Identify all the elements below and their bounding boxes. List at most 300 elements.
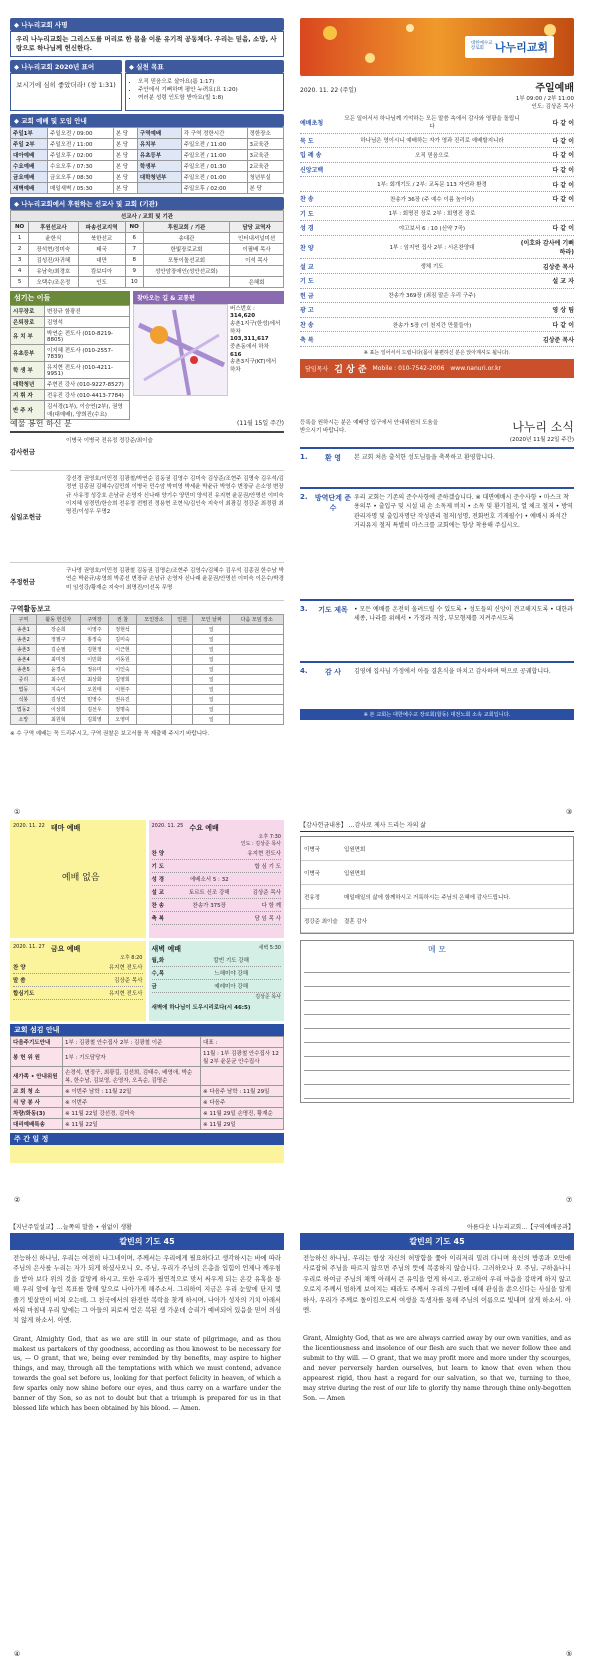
page-1-bulletin-info <box>10 18 284 418</box>
district-cell: 오원태 <box>80 685 108 695</box>
district-row <box>11 685 284 695</box>
thanks-header: 【감사헌금내용】 …감사로 제사 드리는 자의 삶 <box>300 820 574 832</box>
missions-cell: 6 <box>125 232 143 243</box>
missions-col-header: 담당 교역자 <box>230 221 284 232</box>
order-item: 기 도 <box>300 278 314 286</box>
wednesday-title: 수요 예배 <box>189 824 219 832</box>
district-cell <box>230 655 284 665</box>
schedule-cell: 본 당 <box>113 160 137 171</box>
district-col-header: 모인장소 <box>137 615 172 625</box>
staff-cell: 반 주 자 <box>11 400 45 419</box>
sunday-no-service: 예배 없음 <box>61 873 100 883</box>
staff-cell: 유 치 부 <box>11 327 45 344</box>
staff-row <box>11 378 130 389</box>
missions-cell: 4 <box>11 265 29 276</box>
wednesday-cell: 에베소서 5 : 32 <box>189 877 229 883</box>
order-person: 김상준 목사 <box>542 263 574 271</box>
dawn-verse: 새벽에 하나님이 도우시리로다(시 46:5) <box>151 1005 251 1011</box>
service-guide-row <box>11 1108 284 1119</box>
order-row <box>300 112 574 134</box>
schedule-cell: 매일새벽 / 05:30 <box>48 182 114 193</box>
district-cell: 김선우 <box>80 705 108 715</box>
district-cell: 권유진 <box>108 695 136 705</box>
staff-cell: 변장규 함광진 <box>45 305 130 316</box>
district-row <box>11 695 284 705</box>
district-row <box>11 665 284 675</box>
pastor-mobile: Mobile : 010-7542-2006 <box>372 364 445 372</box>
memo-line[interactable] <box>304 1029 570 1043</box>
thanks-row <box>301 861 573 885</box>
service-guide-row <box>11 1086 284 1097</box>
motto-header: ◆ 나누리교회 2020년 표어 <box>10 60 122 73</box>
district-col-header: 모인 날짜 <box>193 615 230 625</box>
missions-col-header: NO <box>125 221 143 232</box>
order-content: 찬송가 36장 (주 예수 이름 높이어) <box>390 196 474 203</box>
district-row <box>11 655 284 665</box>
district-col-header: 권 찰 <box>108 615 136 625</box>
service-guide-row <box>11 1067 284 1086</box>
staff-cell: 시무장로 <box>11 305 45 316</box>
offering-list <box>10 433 284 601</box>
district-cell: 중리 <box>11 675 37 685</box>
memo-line[interactable] <box>304 1085 570 1099</box>
district-cell: 정유미 <box>80 665 108 675</box>
order-item: 찬 송 <box>300 196 314 204</box>
denomination-footer: ※ 본 교회는 대한예수교 장로회(합동) 대전노회 소속 교회입니다. <box>300 709 574 720</box>
offering-names: 강선경 권영호/이민정 김광철/박연순 김동권 김영수 김미숙 김상준/조현주 김명숙 김우석/김정연 김종권 김혜수/김민희 이병국 민수암 박미영 박세윤 박윤규 박영수 변장규 손소영 변장규 사유정 성강호 손남규 손영자 신나래 양기수 양민미 양석진 유지현 윤문권/안명선 이미숙 이지혜 임경민/한승희 전유정 전범진 정용현 조현식/김인숙 지숙이 최광길 정강준 최경림 최명진/이성우 무명2 <box>66 476 284 515</box>
order-person: 영 상 팀 <box>552 307 574 315</box>
dawn-time: 새벽 5:30 <box>258 945 281 951</box>
service-guide-cell: ※ 다음주 남학 : 11월 29일 <box>201 1086 284 1097</box>
motto-text: 보시기에 심히 좋았더라! (창 1:31) <box>10 73 122 111</box>
district-cell <box>230 715 284 725</box>
offering-type: 주정헌금 <box>10 578 36 586</box>
service-guide-cell: 교 회 청 소 <box>11 1086 63 1097</box>
page-number: ④ <box>14 1650 21 1658</box>
pastor-label: 담임목사 <box>305 365 329 373</box>
district-cell: 지숙이 <box>36 685 80 695</box>
staff-cell: 이지혜 전도사 (010-2557-7839) <box>45 344 130 361</box>
service-guide-cell: 새가족 • 안내위원 <box>11 1067 63 1086</box>
bus-numbers: 616 <box>230 351 242 358</box>
offering-title: 예물 봉헌 하신 분 <box>10 419 72 428</box>
friday-cell <box>43 963 99 971</box>
lesson-sub: 아름다운 나누리교회… <box>467 1224 528 1231</box>
schedule-cell: 본 당 <box>113 182 137 193</box>
order-content: 1부 : 임지연 집사 2부 : 시온찬양대 <box>389 245 475 252</box>
thanks-reason: 매일매일의 삶에 함께하시고 거룩하시는 주님의 은혜에 감사드립니다. <box>344 894 511 901</box>
lesson-korean: 전능하신 하나님, 우리는 항상 자신의 허망함을 쫓아 이리저리 밀려 다니며 육신의 방종과 오만에 사로잡혀 주님을 따르지 않으면 주님의 뜻에 복종하지 않습니다. 그러하오나 오 주님, 구하옵나니 우리로 하여금 주님의 채찍 아래서 큰 유익을 얻게 하시고, 완고하여 우리 마음을 강팍케 하지 않고 오로지 주께서 엄하게 보여지는 때라도 주께서 우리의 구원에 대해 관심을 쏟으신다는 사실을 알게 하사, 우리가 주께로 돌이킴으로써 여생을 독생자를 통해 주님의 이름으로 빛내며 살게 하소서. 아멘. <box>303 1255 571 1314</box>
order-content: 생체 기도 <box>420 264 444 271</box>
service-guide-cell: ※ 11월 29일 손명진, 황재순 <box>201 1108 284 1119</box>
district-cell <box>137 715 172 725</box>
order-content: 1부 : 회명진 장로 2부 : 회명진 장로 <box>388 211 476 218</box>
wednesday-cell: 토르트 신조 강해 <box>188 890 230 896</box>
district-cell <box>230 675 284 685</box>
service-guide-cell: 1부 : 기도담당자 <box>63 1048 201 1067</box>
thanks-reason: 입원면회 <box>344 846 366 853</box>
page-number: ① <box>14 808 21 816</box>
news-number: 4. <box>300 667 308 675</box>
dawn-box <box>149 941 285 1021</box>
missions-row <box>11 254 284 265</box>
service-guide-cell: 1부 : 김광철 안수집사 2부 : 김광철 이준 <box>63 1037 201 1048</box>
memo-line[interactable] <box>304 1043 570 1057</box>
service-guide-cell: ※ 11월 22일 강선경, 김미숙 <box>63 1108 201 1119</box>
district-cell: 일 <box>193 715 230 725</box>
district-cell: 윤경숙 <box>36 665 80 675</box>
district-cell: 최수민 <box>36 675 80 685</box>
district-cell: 법동2 <box>11 705 37 715</box>
thanks-reason: 입원면회 <box>344 870 366 877</box>
district-row <box>11 625 284 635</box>
lesson-label: 【구역예배공과】 <box>527 1224 574 1231</box>
church-prefix: 대한예수교 장로회 <box>470 41 493 51</box>
memo-line[interactable] <box>304 1057 570 1071</box>
district-cell <box>230 645 284 655</box>
dawn-cell: 느헤미야 강해 <box>214 971 249 977</box>
district-cell: 김미숙 <box>108 635 136 645</box>
wednesday-leader: 인도 : 김상준 목사 <box>240 841 281 847</box>
church-website[interactable]: www.nanuri.or.kr <box>450 364 502 372</box>
service-guide-cell: 11월 : 1부 김광철 안수집사 12월 2부 윤문균 안수집사 <box>201 1048 284 1067</box>
friday-cell: 말 씀 <box>13 978 26 984</box>
dawn-row <box>152 954 282 967</box>
dawn-cell: 월,화 <box>151 958 165 964</box>
schedule-cell: 유초등부 <box>137 149 181 160</box>
order-row <box>300 163 574 178</box>
order-person: 다 같 이 <box>552 225 574 233</box>
district-cell <box>137 665 172 675</box>
missions-cell: 오택수/조은정 <box>29 276 78 287</box>
offering-row <box>10 471 284 563</box>
news-item <box>300 599 574 661</box>
order-row <box>300 274 574 289</box>
order-row <box>300 332 574 347</box>
schedule-cell: 대아예배 <box>11 149 48 160</box>
order-person: 다 같 이 <box>552 119 574 127</box>
order-row <box>300 177 574 192</box>
order-row <box>300 303 574 318</box>
practice-item: • 오직 믿음으로 살아요(롬 1:17) <box>138 77 280 85</box>
wednesday-cell: 담 임 목 사 <box>254 916 281 922</box>
wednesday-cell: 찬 양 <box>151 851 165 857</box>
schedule-cell: 대학청년부 <box>137 171 181 182</box>
memo-line[interactable] <box>304 987 570 1001</box>
practice-item: • 주안에서 기뻐하며 평안 누려요(요 1:20) <box>138 85 280 93</box>
memo-line[interactable] <box>304 973 570 987</box>
friday-cell: 찬 양 <box>13 965 26 971</box>
order-item: 예배초청 <box>300 119 324 127</box>
friday-cell: 김상준 목사 <box>114 978 143 984</box>
friday-cell: 유지현 전도사 <box>108 965 143 971</box>
order-content: 모든 일어서서 하나님께 기억하는 모든 말씀 속에서 감사와 영광을 돌립니다 <box>344 116 520 131</box>
church-map <box>133 304 228 396</box>
bus-info <box>228 304 284 396</box>
service-guide-cell: 다음주기도안내 <box>11 1037 63 1048</box>
page-5-weekly-services <box>10 820 284 1182</box>
service-guide-table <box>10 1036 284 1130</box>
schedule-row <box>11 138 284 149</box>
service-guide-cell: 봉 헌 위 원 <box>11 1048 63 1067</box>
thanks-name: 정강준 최이슬 <box>304 918 338 925</box>
service-guide-cell: ※ 다음주 <box>201 1097 284 1108</box>
district-cell <box>137 635 172 645</box>
district-cell: 법동 <box>11 685 37 695</box>
missions-cell: 모퉁이돌선교회 <box>143 254 229 265</box>
schedule-cell: 주일오전 / 01:30 <box>181 160 247 171</box>
schedule-row <box>11 149 284 160</box>
district-cell <box>230 695 284 705</box>
service-guide-cell: ※ 11월 29일 <box>201 1119 284 1130</box>
schedule-cell: 본 당 <box>113 138 137 149</box>
district-row <box>11 645 284 655</box>
district-cell: 송촌3 <box>11 645 37 655</box>
church-banner <box>300 18 574 76</box>
news-number: 1. <box>300 453 308 461</box>
order-item: 성 경 <box>300 225 314 233</box>
staff-row <box>11 305 130 316</box>
wednesday-row <box>152 912 282 925</box>
missions-cell <box>230 265 284 276</box>
supported-missions-header: ◆ 나누리교회에서 후원하는 선교사 및 교회 (기관) <box>10 197 284 210</box>
service-title: 주일예배 <box>535 83 574 94</box>
order-person: 다 같 이 <box>552 137 574 145</box>
district-cell: 김현정 <box>80 645 108 655</box>
district-cell <box>172 635 193 645</box>
district-cell: 일 <box>193 675 230 685</box>
memo-line[interactable] <box>304 1071 570 1085</box>
schedule-row <box>11 182 284 193</box>
thanks-reason: 결혼 감사 <box>344 918 368 925</box>
dawn-cell: 예레미아 강해 <box>214 984 249 990</box>
schedule-cell: 주일오전 / 01:00 <box>181 171 247 182</box>
memo-line[interactable] <box>304 1015 570 1029</box>
district-head-row <box>11 615 284 625</box>
thanks-name: 이병국 <box>304 846 320 853</box>
service-guide-cell: ※ 이번주 <box>63 1097 201 1108</box>
district-cell <box>172 645 193 655</box>
service-leader: 인도: 김상준 목사 <box>531 104 574 110</box>
order-item: 축 복 <box>300 336 314 344</box>
missions-cell: 북한선교 <box>78 232 125 243</box>
district-cell: 송촌4 <box>11 655 37 665</box>
missions-row <box>11 243 284 254</box>
order-item: 설 교 <box>300 263 314 271</box>
schedule-cell: 수요오후 / 07:30 <box>48 160 114 171</box>
friday-title: 금요 예배 <box>50 945 81 953</box>
missions-cell: 이필배 목사 <box>230 243 284 254</box>
offering-names: 이병국 이병국 전유정 정강준/최이슬 <box>66 438 153 444</box>
service-times: 1부 09:00 / 2부 11:00 <box>515 96 574 102</box>
order-item: 광 고 <box>300 307 314 315</box>
order-content: 1부: 회개기도 / 2부: 교독문 113 자연과 환경 <box>377 182 487 189</box>
friday-row <box>13 974 143 987</box>
district-cell: 소망 <box>11 715 37 725</box>
missions-row <box>11 265 284 276</box>
offering-row <box>10 433 284 471</box>
news-body: • 모든 예배를 온전히 올려드릴 수 있도록 • 성도들의 신앙이 견고해지도록 • 대한과 세종, 나라를 위해서 • 가정과 직장, 부모형제를 지켜주시도록 <box>354 606 573 623</box>
friday-row <box>13 961 143 974</box>
missions-cell: 유남숙/최경호 <box>29 265 78 276</box>
missions-cell: 송대관 <box>143 232 229 243</box>
schedule-cell: 주일 2부 <box>11 138 48 149</box>
news-title: 나누리 소식 <box>512 420 574 434</box>
weekly-schedule-box <box>10 1145 284 1163</box>
news-item <box>300 661 574 705</box>
district-cell: 송촌5 <box>11 665 37 675</box>
district-col-header: 다음 모임 장소 <box>230 615 284 625</box>
missions-cell: 인터내셔널미션 <box>230 232 284 243</box>
district-cell: 일 <box>193 695 230 705</box>
order-row <box>300 289 574 304</box>
staff-title: 섬기는 이들 <box>10 291 130 305</box>
order-row <box>300 236 574 260</box>
wednesday-cell: 기 도 <box>151 864 165 870</box>
bus-label: 버스번호 : <box>230 305 255 312</box>
page-number: ③ <box>566 808 573 816</box>
wednesday-date: 2020. 11. 25 <box>151 823 184 829</box>
wednesday-cell: 찬 송 <box>151 903 165 909</box>
page-number: ⑦ <box>566 1196 573 1204</box>
thanks-name: 이병국 <box>304 870 320 877</box>
order-item: 기 도 <box>300 210 314 218</box>
district-cell: 김희영 <box>80 715 108 725</box>
service-guide-cell: 손경석, 변정구, 최광길, 김선희, 김태수, 배영애, 박순복, 한수남, 김보영, 손영자, 오옥순, 김명순 <box>63 1067 201 1086</box>
bus-stop: 송촌3지구(KT)에서 하차 <box>230 359 277 374</box>
registration-note: 등록을 원하시는 분은 예배당 입구에서 안내위원의 도움을 받으시기 바랍니다. <box>300 420 439 434</box>
schedule-cell: 금요오후 / 08:30 <box>48 171 114 182</box>
district-title: 구역활동보고 <box>10 605 51 613</box>
schedule-cell: 주일오전 / 11:00 <box>48 138 114 149</box>
bus-stop: 송촌1지구(한성)에서 하차 <box>230 320 281 335</box>
order-content: 찬송가 369장 (죄짐 맡은 우리 구주) <box>388 293 476 300</box>
schedule-cell: 본 당 <box>113 127 137 138</box>
service-guide-cell <box>201 1067 284 1086</box>
missions-cell: 10 <box>125 276 143 287</box>
order-item: 묵 도 <box>300 137 314 145</box>
friday-cell: 유지현 전도사 <box>108 991 143 997</box>
district-cell <box>230 685 284 695</box>
offering-row <box>10 563 284 601</box>
wednesday-cell: 유지현 전도사 <box>247 851 281 857</box>
service-guide-cell: ※ 이번주 남학 : 11월 22일 <box>63 1086 201 1097</box>
district-cell: 일 <box>193 625 230 635</box>
dawn-order <box>152 954 282 993</box>
schedule-cell: 유치부 <box>137 138 181 149</box>
page-4-church-news <box>300 418 574 780</box>
dawn-cell: 수,목 <box>151 971 165 977</box>
schedule-cell: 주일오후 / 02:00 <box>48 149 114 160</box>
practice-list <box>125 73 284 111</box>
wednesday-cell: 다 함 께 <box>261 903 281 909</box>
order-item: 헌 금 <box>300 292 314 300</box>
district-cell <box>137 655 172 665</box>
memo-line[interactable] <box>304 1001 570 1015</box>
schedule-cell <box>137 182 181 193</box>
order-content: 야고보서 6 : 10 (신약 7곡) <box>398 225 466 232</box>
staff-cell: 유지현 전도사 (010-4211-9951) <box>45 361 130 378</box>
missions-cell: 5 <box>11 276 29 287</box>
schedule-cell: 주일1부 <box>11 127 48 138</box>
schedule-row <box>11 171 284 182</box>
schedule-cell: 주일오후 / 02:00 <box>181 182 247 193</box>
order-item: 찬 송 <box>300 322 314 330</box>
order-person: 다 같 이 <box>552 167 574 175</box>
district-cell: 일 <box>193 635 230 645</box>
order-person: 다 같 이 <box>552 322 574 330</box>
district-cell <box>172 675 193 685</box>
page-7-sermon <box>10 1222 284 1642</box>
district-cell: 일 <box>193 645 230 655</box>
district-cell <box>230 665 284 675</box>
missions-cell: 9 <box>125 265 143 276</box>
friday-cell <box>43 976 99 984</box>
map-roads-icon <box>134 305 229 397</box>
district-cell <box>172 705 193 715</box>
dawn-speaker: 김상준 목사 <box>255 994 281 1000</box>
service-guide-cell: 대리예배특송 <box>11 1119 63 1130</box>
news-list <box>300 447 574 705</box>
service-guide-header: 교회 섬김 안내 <box>10 1024 284 1036</box>
order-row <box>300 148 574 163</box>
service-date: 2020. 11. 22 (주일) <box>300 87 357 94</box>
wednesday-order <box>152 847 282 925</box>
district-cell <box>137 685 172 695</box>
missions-cell: 이석 목사 <box>230 254 284 265</box>
district-row <box>11 635 284 645</box>
page-6-thanks-memo <box>300 820 574 1182</box>
missions-cell: 태국 <box>78 243 125 254</box>
district-row <box>11 715 284 725</box>
district-table <box>10 614 284 725</box>
schedule-cell: 주일오전 / 09:00 <box>48 127 114 138</box>
friday-time: 오후 8:20 <box>120 955 143 961</box>
order-person: 다 같 이 <box>552 196 574 204</box>
news-heading: 감 사 <box>325 668 341 676</box>
missions-row <box>11 276 284 287</box>
weekly-schedule-header: 주 간 일 정 <box>10 1133 284 1145</box>
missions-col-header: 파송선교지역 <box>78 221 125 232</box>
district-row <box>11 675 284 685</box>
news-heading: 방역단계 준수 <box>314 494 352 512</box>
missions-col-header: NO <box>11 221 29 232</box>
dawn-cell: 금 <box>151 984 157 990</box>
wednesday-time: 오후 7:30 <box>258 834 281 840</box>
wednesday-box <box>149 820 285 938</box>
staff-cell: 지 휘 자 <box>11 389 45 400</box>
news-item <box>300 487 574 599</box>
order-row <box>300 134 574 149</box>
staff-cell: 유초등부 <box>11 344 45 361</box>
friday-box <box>10 941 146 1021</box>
district-cell: 정필구 <box>36 635 80 645</box>
wednesday-cell: 찬송가 375장 <box>192 903 226 909</box>
friday-cell: 합심기도 <box>13 991 35 997</box>
pastor-name: 김 상 준 <box>334 364 367 375</box>
practice-header: ◆ 실천 목표 <box>125 60 284 73</box>
page-8-district-lesson <box>300 1222 574 1642</box>
memo-line[interactable] <box>304 959 570 973</box>
wednesday-cell: 김상준 목사 <box>252 890 281 896</box>
staff-row <box>11 389 130 400</box>
district-cell <box>172 685 193 695</box>
missions-cell: 김성진/차귀혜 <box>29 254 78 265</box>
friday-row <box>13 987 143 1000</box>
staff-row <box>11 344 130 361</box>
lesson-title: 칼빈의 기도 45 <box>300 1233 574 1250</box>
staff-row <box>11 316 130 327</box>
